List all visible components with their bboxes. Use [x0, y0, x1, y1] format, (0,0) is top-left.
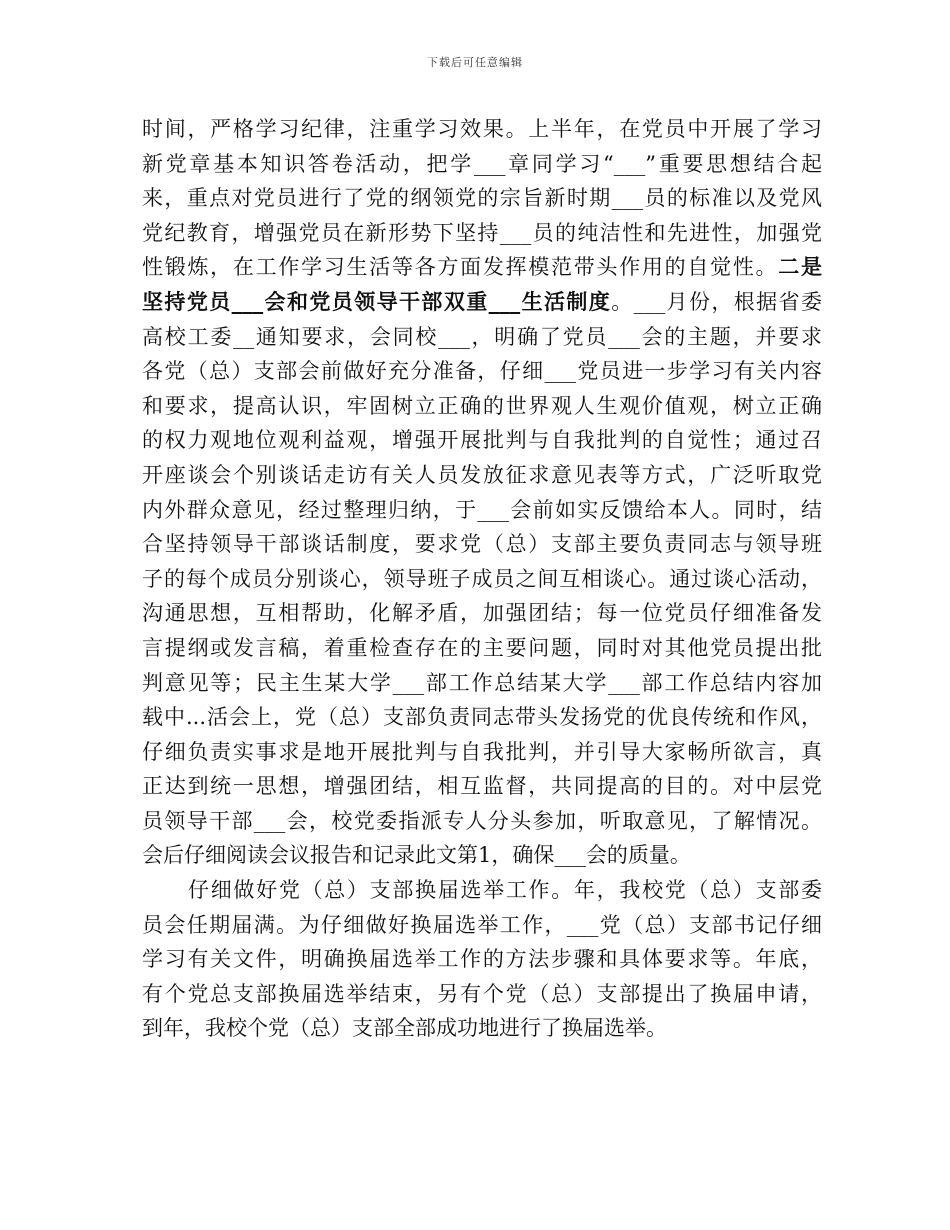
text-line: 沟通思想，互相帮助，化解矛盾，加强团结；每一位党员仔细准备发: [142, 601, 822, 626]
bold-heading-segment: 二是: [778, 254, 823, 280]
text-line: 合坚持领导干部谈话制度，要求党（总）支部主要负责同志与领导班: [142, 532, 822, 557]
document-body: [142, 112, 822, 1046]
text-line: 到年，我校个党（总）支部全部成功地进行了换届选举。: [142, 1016, 667, 1041]
paragraph-2: [142, 873, 822, 1046]
text-line: [142, 285, 822, 320]
text-line: 子的每个成员分别谈心，领导班子成员之间互相谈心。通过谈心活动，: [142, 566, 822, 591]
text-line: 仔细负责实事求是地开展批判与自我批判，并引导大家畅所欲言，真: [142, 739, 822, 764]
text-line: 仔细做好党（总）支部换届选举工作。年，我校党（总）支部委: [188, 878, 822, 903]
text-line: 时间，严格学习纪律，注重学习效果。上半年，在党员中开展了学习: [142, 117, 822, 141]
text-line: 有个党总支部换届选举结束，另有个党（总）支部提出了换届申请，: [142, 981, 822, 1006]
text-line: 新党章基本知识答卷活动，把学___章同学习“___”重要思想结合起: [142, 151, 822, 176]
text-line: 正达到统一思想，增强团结，相互监督，共同提高的目的。对中层党: [142, 774, 822, 799]
text-line: 员会任期届满。为仔细做好换届选举工作，___党（总）支部书记仔细: [142, 912, 822, 937]
text-line: 党纪教育，增强党员在新形势下坚持___员的纯洁性和先进性，加强党: [142, 220, 822, 245]
text-line: 员领导干部___会，校党委指派专人分头参加，听取意见，了解情况。: [142, 808, 822, 833]
text-segment: 。___月份，根据省委: [611, 289, 823, 314]
bold-heading-segment: 坚持党员___会和党员领导干部双重___生活制度: [142, 288, 612, 314]
text-line: 和要求，提高认识，牢固树立正确的世界观人生观价值观，树立正确: [142, 393, 822, 418]
text-line: 言提纲或发言稿，着重检查存在的主要问题，同时对其他党员提出批: [142, 635, 822, 660]
page-header: 下载后可任意编辑: [427, 56, 523, 69]
text-line: 学习有关文件，明确换届选举工作的方法步骤和具体要求等。年底，: [142, 947, 822, 972]
text-line: 来，重点对党员进行了党的纲领党的宗旨新时期___员的标准以及党风: [142, 186, 822, 211]
text-line: 开座谈会个别谈话走访有关人员发放征求意见表等方式，广泛听取党: [142, 462, 822, 487]
text-line: [142, 250, 822, 285]
text-line: 内外群众意见，经过整理归纳，于___会前如实反馈给本人。同时，结: [142, 497, 822, 522]
text-line: 判意见等；民主生某大学___部工作总结某大学___部工作总结内容加: [142, 670, 822, 695]
text-segment: 性锻炼，在工作学习生活等各方面发挥模范带头作用的自觉性。: [142, 255, 779, 280]
text-line: 载中...活会上，党（总）支部负责同志带头发扬党的优良传统和作风，: [142, 705, 822, 730]
text-line: 高校工委__通知要求，会同校___，明确了党员___会的主题，并要求: [142, 324, 822, 349]
text-line: 会后仔细阅读会议报告和记录此文第1，确保___会的质量。: [142, 843, 691, 868]
paragraph-1: [142, 112, 822, 873]
text-line: 各党（总）支部会前做好充分准备，仔细___党员进一步学习有关内容: [142, 359, 822, 384]
text-line: 的权力观地位观利益观，增强开展批判与自我批判的自觉性；通过召: [142, 428, 822, 453]
